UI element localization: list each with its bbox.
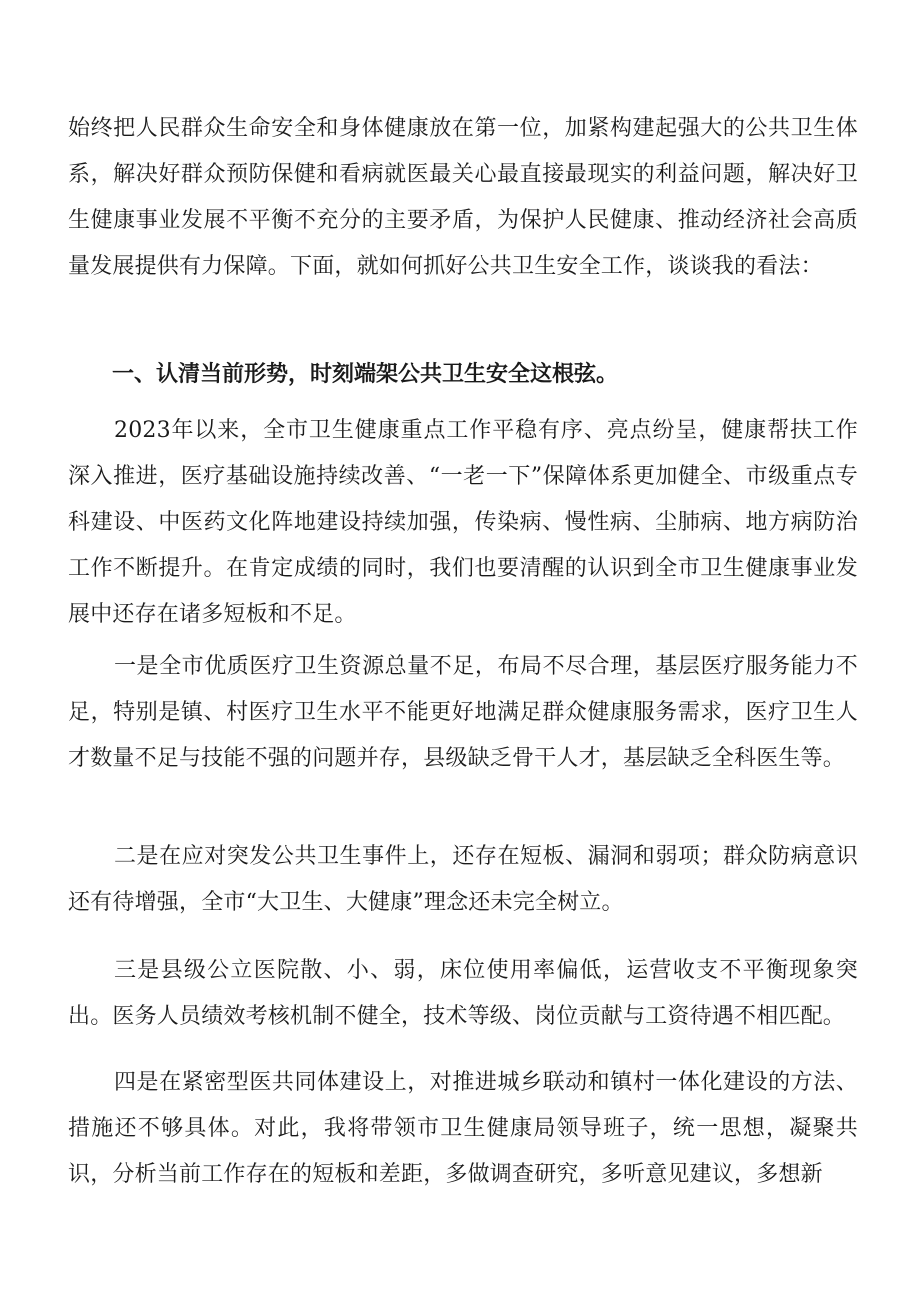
section-heading: 一、认清当前形势，时刻端架公共卫生安全这根弦。 <box>112 362 619 387</box>
body-paragraph: 四是在紧密型医共同体建设上，对推进城乡联动和镇村一体化建设的方法、措施还不够具体。对此，我将带领市卫生健康局领导班子，统一思想，凝聚共识，分析当前工作存在的短板和差距，多做调查研究，多听意见建议，多想新 <box>68 1070 858 1187</box>
body-paragraph: 2023年以来，全市卫生健康重点工作平稳有序、亮点纷呈，健康帮扶工作深入推进，医疗基础设施持续改善、“一老一下”保障体系更加健全、市级重点专科建设、中医药文化阵地建设持续加强，传染病、慢性病、尘肺病、地方病防治工作不断提升。在肯定成绩的同时，我们也要清醒的认识到全市卫生健康事业发展中还存在诸多短板和不足。 <box>68 418 858 627</box>
body-paragraph: 二是在应对突发公共卫生事件上，还存在短板、漏洞和弱项；群众防病意识还有待增强，全市“大卫生、大健康”理念还未完全树立。 <box>68 844 858 915</box>
body-paragraph: 一是全市优质医疗卫生资源总量不足，布局不尽合理，基层医疗服务能力不足，特别是镇、村医疗卫生水平不能更好地满足群众健康服务需求，医疗卫生人才数量不足与技能不强的问题并存，县级缺乏骨干人才，基层缺乏全科医生等。 <box>68 654 858 771</box>
intro-paragraph: 始终把人民群众生命安全和身体健康放在第一位，加紧构建起强大的公共卫生体系，解决好群众预防保健和看病就医最关心最直接最现实的利益问题，解决好卫生健康事业发展不平衡不充分的主要矛盾，为保护人民健康、推动经济社会高质量发展提供有力保障。下面，就如何抓好公共卫生安全工作，谈谈我的看法： <box>68 116 858 279</box>
body-paragraph: 三是县级公立医院散、小、弱，床位使用率偏低，运营收支不平衡现象突出。医务人员绩效考核机制不健全，技术等级、岗位贡献与工资待遇不相匹配。 <box>68 958 858 1029</box>
